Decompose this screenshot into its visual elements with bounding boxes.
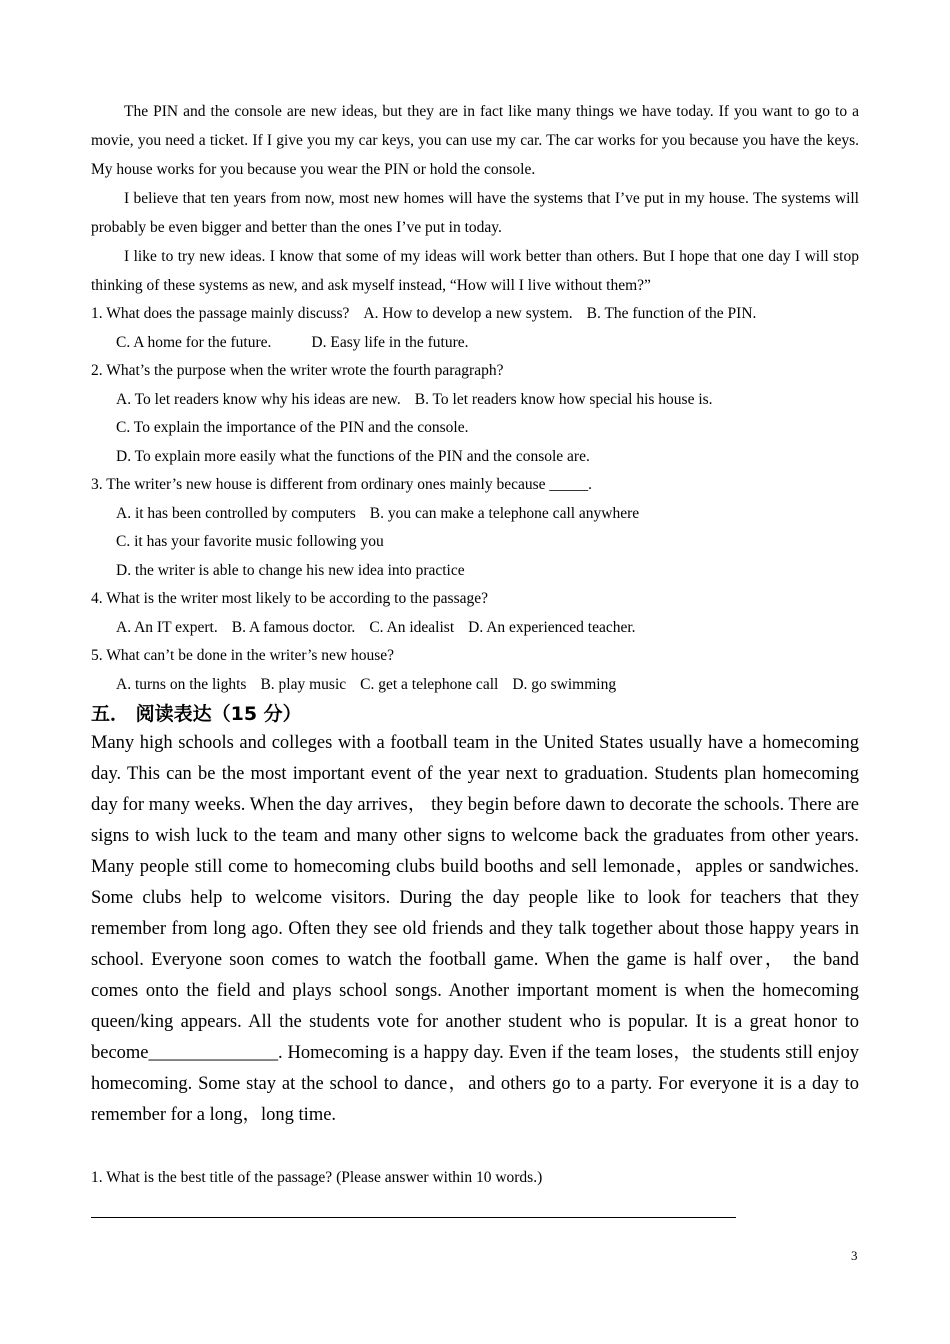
option-c: C. get a telephone call [360,675,499,693]
answer-blank-line[interactable] [91,1217,736,1218]
option-b: B. To let readers know how special his house is. [414,390,713,408]
option-a: A. it has been controlled by computers [116,504,356,522]
question-4-stem: 4. What is the writer most likely to be according to the passage? [91,590,489,607]
option-d: D. To explain more easily what the functions of the PIN and the console are. [116,447,590,465]
page-body [91,97,859,1131]
option-b: B. The function of the PIN. [586,305,757,322]
option-a: A. To let readers know why his ideas are new. [116,390,401,408]
option-b: B. play music [260,675,347,693]
question-5-stem: 5. What can’t be done in the writer’s new house? [91,647,395,664]
question-5-options [91,671,859,700]
option-d: D. the writer is able to change his new idea into practice [116,561,465,579]
option-c: C. To explain the importance of the PIN and the console. [116,419,469,436]
question-2-stem: 2. What’s the purpose when the writer wrote the fourth paragraph? [91,362,504,379]
question-3-options-ab [91,500,859,529]
option-b: B. you can make a telephone call anywhere [369,504,640,522]
question-2-options-ab [91,386,859,415]
question-stem: 1. What does the passage mainly discuss? [91,305,350,322]
passage-paragraph: I like to try new ideas. I know that some of my ideas will work better than others. But I hope that one day I will stop thinking of these systems as new, and ask myself instead, “How will I live without them?” [91,248,859,294]
option-d: D. Easy life in the future. [311,333,469,351]
option-d: D. go swimming [512,675,617,693]
section-five-question-1: 1. What is the best title of the passage? (Please answer within 10 words.) [91,1169,543,1186]
passage-paragraph: I believe that ten years from now, most new homes will have the systems that I’ve put in my house. The systems will probably be even bigger and better than the ones I’ve put in today. [91,190,859,236]
section-five-passage: Many high schools and colleges with a football team in the United States usually have a homecoming day. This can be the most important event of the year next to graduation. Students plan homecoming day for many weeks. When the day arrives， they begin before dawn to decorate the schools. There are signs to wish luck to the team and many other signs to welcome back the graduates from other years. Many people still come to homecoming clubs build booths and sell lemonade，apples or sandwiches. Some clubs help to welcome visitors. During the day people like to look for teachers that they remember from long ago. Often they see old friends and they talk together about those happy years in school. Everyone soon comes to watch the football game. When the game is half over， the band comes onto the field and plays school songs. Another important moment is when the homecoming queen/king appears. All the students vote for another student who is popular. It is a great honor to become______________. Homecoming is a happy day. Even if the team loses，the students still enjoy homecoming. Some stay at the school to dance，and others go to a party. For everyone it is a day to remember for a long，long time. [91,733,859,1125]
option-d: D. An experienced teacher. [468,618,636,636]
question-1-options [91,329,859,358]
page-number: 3 [851,1248,858,1263]
option-c: C. A home for the future. [116,333,272,351]
option-c: C. it has your favorite music following you [116,533,384,550]
question-1-stem [91,300,859,329]
passage-paragraph: The PIN and the console are new ideas, but they are in fact like many things we have today. If you want to go to a movie, you need a ticket. If I give you my car keys, you can use my car. The car works for you because you have the keys. My house works for you because you wear the PIN or hold the console. [91,103,859,178]
question-4-options [91,614,859,643]
option-a: A. An IT expert. [116,618,218,636]
option-c: C. An idealist [369,618,455,636]
question-3-stem: 3. The writer’s new house is different from ordinary ones mainly because _____. [91,476,593,493]
option-a: A. turns on the lights [116,675,247,693]
option-b: B. A famous doctor. [231,618,356,636]
option-a: A. How to develop a new system. [363,305,573,322]
section-five-heading: 五． 阅读表达（15 分） [91,703,302,725]
